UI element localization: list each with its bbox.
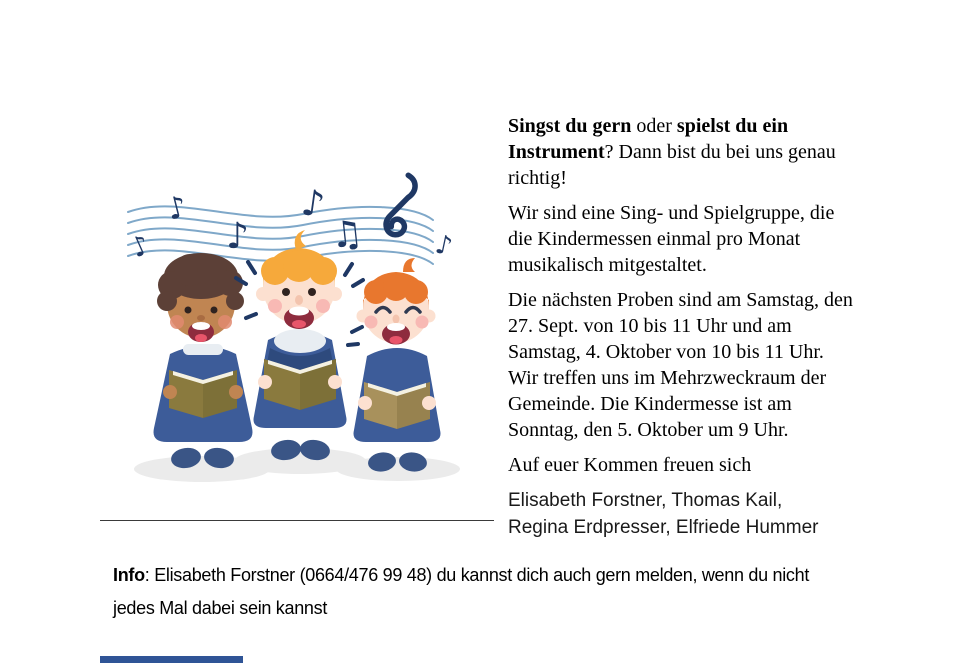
cheek xyxy=(218,315,232,329)
nose xyxy=(295,295,303,305)
ear xyxy=(328,287,342,301)
announcement-text-column xyxy=(508,113,858,550)
eighth-note-icon: ♪ xyxy=(298,182,328,227)
organizer-names-line-2: Regina Erdpresser, Elfriede Hummer xyxy=(508,517,819,538)
organizer-names-line-1: Elisabeth Forstner, Thomas Kail, xyxy=(508,490,783,511)
cheek xyxy=(365,316,378,329)
intro-bold-1: Singst du gern xyxy=(508,115,632,137)
child-left xyxy=(154,253,253,470)
intro-paragraph xyxy=(508,113,858,191)
eighth-note-icon: ♪ xyxy=(126,229,155,265)
contact-info-line-1: : Elisabeth Forstner (0664/476 99 48) du kannst dich auch gern melden, wenn du nicht xyxy=(144,565,810,585)
hand xyxy=(328,375,342,389)
contact-info-line-2: jedes Mal dabei sein kannst xyxy=(113,598,328,618)
bottom-accent-bar xyxy=(100,656,243,663)
choir-children-illustration xyxy=(100,170,480,500)
contact-info-label: Info xyxy=(113,565,145,585)
hand xyxy=(229,385,243,399)
collar xyxy=(183,344,223,355)
cheek xyxy=(316,299,330,313)
hair-tuft xyxy=(403,258,415,272)
closing-paragraph: Auf euer Kommen freuen sich xyxy=(508,454,752,476)
child-right xyxy=(348,258,441,473)
eye xyxy=(211,307,218,314)
intro-rest: ? Dann bist du bei uns genau richtig! xyxy=(508,141,836,189)
intro-sep: oder xyxy=(631,115,677,137)
treble-clef-icon xyxy=(384,173,418,237)
nose xyxy=(197,315,205,321)
cheek xyxy=(170,315,184,329)
eye xyxy=(185,307,192,314)
cheek xyxy=(416,316,429,329)
rehearsal-dates-paragraph: Die nächsten Proben sind am Samstag, den 27. Sept. von 10 bis 11 Uhr und am Samstag, 4. Oktober von 10 bis 11 Uhr. Wir treffen uns im Mehrzweckraum der Gemeinde. Die Kindermesse ist am Sonntag, den 5. Oktober um 9 Uhr. xyxy=(508,289,853,441)
eighth-note-icon: ♪ xyxy=(226,216,249,257)
eye xyxy=(282,288,290,296)
eighth-note-icon: ♪ xyxy=(432,229,456,263)
group-description-paragraph: Wir sind eine Sing- und Spielgruppe, die die Kindermessen einmal pro Monat musikalisch mitgestaltet. xyxy=(508,202,835,276)
eye xyxy=(308,288,316,296)
cheek xyxy=(268,299,282,313)
child-middle xyxy=(236,230,363,462)
horizontal-divider xyxy=(100,520,494,521)
nose xyxy=(393,315,400,324)
excitement-dashes xyxy=(348,327,362,345)
intro-bold-2: spielst du ein Instrument xyxy=(508,115,789,163)
hand xyxy=(163,385,177,399)
hand xyxy=(422,396,436,410)
eighth-note-icon: ♪ xyxy=(163,189,191,228)
open-mouth xyxy=(188,322,214,342)
contact-info xyxy=(113,559,875,625)
organizer-names xyxy=(508,487,858,541)
hand xyxy=(258,375,272,389)
ear xyxy=(256,287,270,301)
hand xyxy=(358,396,372,410)
beamed-notes-icon: ♫ xyxy=(328,212,366,257)
collar xyxy=(274,329,326,353)
